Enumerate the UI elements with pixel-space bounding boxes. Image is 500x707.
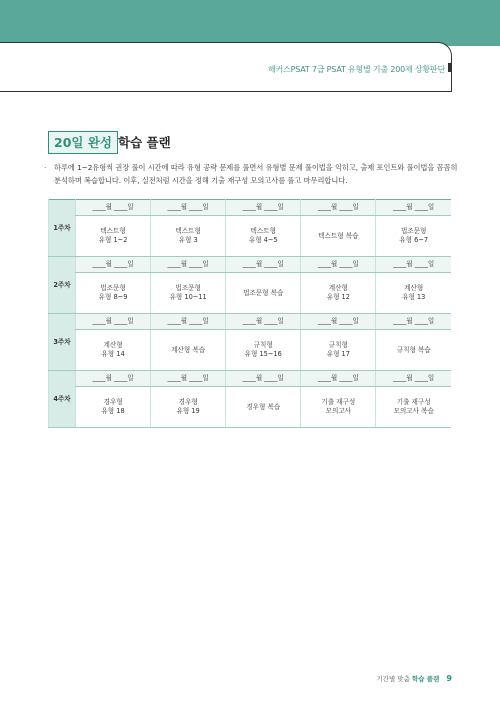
task-line: 계산형 <box>328 284 348 292</box>
task-line: 규칙형 복습 <box>396 345 431 354</box>
task-line: 경우형 <box>103 398 123 406</box>
task-cell <box>226 273 301 314</box>
date-blank[interactable]: ____월 ____일 <box>151 257 226 273</box>
task-line: 규칙형 <box>253 341 273 349</box>
task-cell <box>151 273 226 314</box>
task-line: 유형 4~5 <box>248 236 278 244</box>
date-blank[interactable]: ____월 ____일 <box>76 257 151 273</box>
date-blank[interactable]: ____월 ____일 <box>301 314 376 330</box>
task-line: 법조문형 <box>400 227 427 235</box>
task-row <box>49 273 452 314</box>
task-row <box>49 216 452 257</box>
description-line-2: 분석하며 복습합니다. 이후, 실전처럼 시간을 정해 기출 재구성 모의고사를 풀고 마무리합니다. <box>54 176 348 185</box>
task-cell <box>376 387 451 428</box>
description-line-1: 하루에 1~2유형씩 권장 풀이 시간에 따라 유형 공략 문제를 풀면서 유형별 문제 풀이법을 익히고, 출제 포인트와 풀이법을 꼼꼼히 <box>54 163 458 172</box>
header-marker <box>448 63 451 72</box>
task-line: 규칙형 <box>328 341 348 349</box>
task-cell <box>376 273 451 314</box>
task-cell <box>226 330 301 371</box>
date-blank[interactable]: ____월 ____일 <box>226 200 301 216</box>
task-line: 유형 12 <box>326 293 350 301</box>
page-number: 9 <box>446 674 452 683</box>
task-row <box>49 330 452 371</box>
date-blank[interactable]: ____월 ____일 <box>376 371 451 387</box>
task-line: 유형 8~9 <box>98 293 128 301</box>
task-cell <box>226 216 301 257</box>
date-blank[interactable]: ____월 ____일 <box>376 257 451 273</box>
task-line: 텍스트형 <box>175 227 201 235</box>
task-line: 기출 재구성 <box>321 398 356 406</box>
task-line: 계산형 <box>404 284 424 292</box>
date-blank[interactable]: ____월 ____일 <box>151 371 226 387</box>
task-cell <box>301 216 376 257</box>
task-line: 유형 14 <box>101 350 125 358</box>
task-cell <box>376 330 451 371</box>
section-badge: 20일 완성 <box>48 131 118 154</box>
task-line: 유형 19 <box>176 407 200 415</box>
task-line: 유형 13 <box>402 293 426 301</box>
date-blank[interactable]: ____월 ____일 <box>376 200 451 216</box>
task-line: 계산형 복습 <box>171 345 206 354</box>
week-label: 3주차 <box>49 314 76 371</box>
footer-prefix: 기간별 맞춤 <box>376 675 410 683</box>
date-row <box>49 314 452 330</box>
task-cell <box>76 330 151 371</box>
task-line: 법조문형 복습 <box>243 288 284 297</box>
header-band <box>0 0 500 46</box>
date-blank[interactable]: ____월 ____일 <box>226 314 301 330</box>
footer-title: 학습 플랜 <box>411 675 440 683</box>
task-cell <box>376 216 451 257</box>
task-cell <box>301 330 376 371</box>
task-line: 텍스트형 <box>100 227 126 235</box>
task-line: 기출 재구성 <box>396 398 431 406</box>
task-cell <box>301 273 376 314</box>
date-blank[interactable]: ____월 ____일 <box>226 257 301 273</box>
date-blank[interactable]: ____월 ____일 <box>76 314 151 330</box>
description <box>44 161 462 187</box>
date-blank[interactable]: ____월 ____일 <box>301 257 376 273</box>
task-cell <box>76 273 151 314</box>
bullet: · <box>44 163 47 172</box>
week-label: 4주차 <box>49 371 76 428</box>
task-line: 계산형 <box>103 341 123 349</box>
task-line: 텍스트형 <box>250 227 276 235</box>
task-line: 법조문형 <box>100 284 126 292</box>
date-row <box>49 200 452 216</box>
task-cell <box>76 216 151 257</box>
task-line: 경우형 복습 <box>246 402 281 411</box>
task-cell <box>151 330 226 371</box>
task-cell <box>76 387 151 428</box>
date-row <box>49 371 452 387</box>
task-row <box>49 387 452 428</box>
task-line: 유형 1~2 <box>98 236 128 244</box>
task-line: 경우형 <box>178 398 198 406</box>
task-cell <box>151 216 226 257</box>
task-line: 모의고사 <box>325 407 352 415</box>
week-label: 1주차 <box>49 200 76 257</box>
date-row <box>49 257 452 273</box>
date-blank[interactable]: ____월 ____일 <box>76 200 151 216</box>
task-line: 유형 10~11 <box>169 293 207 301</box>
task-line: 유형 3 <box>178 236 198 244</box>
task-line: 유형 17 <box>326 350 350 358</box>
date-blank[interactable]: ____월 ____일 <box>76 371 151 387</box>
book-title: 해커스PSAT 7급 PSAT 유형별 기출 200제 상황판단 <box>268 65 445 74</box>
footer <box>376 674 452 683</box>
task-line: 유형 15~16 <box>244 350 282 358</box>
task-cell <box>301 387 376 428</box>
task-cell <box>151 387 226 428</box>
task-cell <box>226 387 301 428</box>
date-blank[interactable]: ____월 ____일 <box>226 371 301 387</box>
task-line: 유형 6~7 <box>399 236 429 244</box>
task-line: 텍스트형 복습 <box>318 231 359 240</box>
section-title: 학습 플랜 <box>118 135 171 150</box>
task-line: 유형 18 <box>101 407 125 415</box>
week-label: 2주차 <box>49 257 76 314</box>
date-blank[interactable]: ____월 ____일 <box>301 200 376 216</box>
date-blank[interactable]: ____월 ____일 <box>151 200 226 216</box>
study-plan-table <box>48 199 451 428</box>
task-line: 모의고사 복습 <box>393 407 434 415</box>
task-line: 법조문형 <box>175 284 201 292</box>
date-blank[interactable]: ____월 ____일 <box>301 371 376 387</box>
date-blank[interactable]: ____월 ____일 <box>151 314 226 330</box>
date-blank[interactable]: ____월 ____일 <box>376 314 451 330</box>
